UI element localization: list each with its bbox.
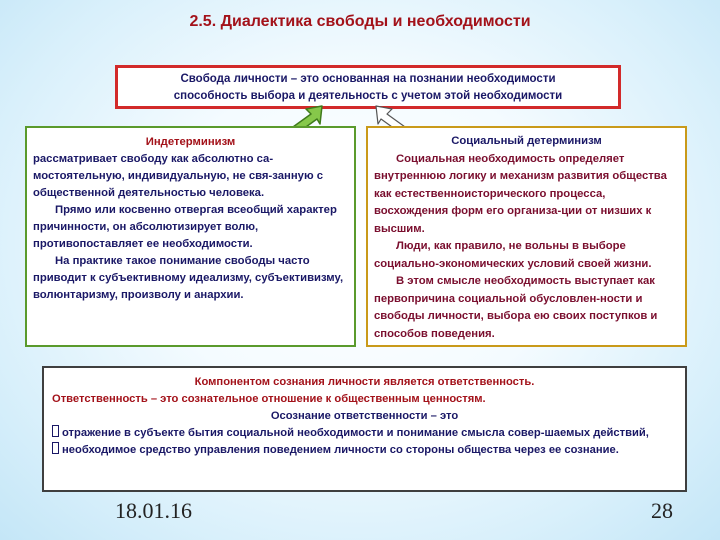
- responsibility-line-1: Компонентом сознания личности является ответственность.: [194, 376, 535, 388]
- definition-box: [115, 65, 621, 109]
- indeterminism-paragraph-2: Прямо или косвенно отвергая всеобщий характер причинности, он абсолютизирует волю, противопоставляет ее необходимости.: [33, 204, 337, 250]
- social-determinism-paragraph-2: Люди, как правило, не вольны в выборе социально-экономических условий своей жизни.: [374, 240, 652, 270]
- responsibility-bullet-1-text: отражение в субъекте бытия социальной необходимости и понимание смысла совер-шаемых действий,: [62, 427, 649, 439]
- slide-page-number: 28: [651, 498, 673, 523]
- indeterminism-box: [25, 126, 356, 347]
- indeterminism-paragraph-1: рассматривает свободу как абсолютно са-мостоятельную, индивидуальную, не свя-занную с общественной деятельностью человека.: [33, 153, 324, 199]
- bullet-icon: [52, 442, 59, 454]
- social-determinism-paragraph-1: Социальная необходимость определяет внутреннюю логику и механизм развития общества как естественноисторического процесса, восхождения форм его организа-ции от низших к высшим.: [374, 152, 667, 235]
- indeterminism-paragraph-3: На практике такое понимание свободы часто приводит к субъективному идеализму, субъективизму, волюнтаризму, произволу и анархии.: [33, 255, 344, 301]
- slide-date: 18.01.16: [115, 498, 192, 523]
- responsibility-bullet-2: [52, 442, 677, 459]
- definition-line-2: способность выбора и деятельность с учетом этой необходимости: [173, 90, 563, 102]
- responsibility-bullet-2-text: необходимое средство управления поведением личности со стороны общества через ее сознание.: [62, 444, 619, 456]
- indeterminism-heading: Индетерминизм: [145, 136, 236, 148]
- bullet-icon: [52, 425, 59, 437]
- social-determinism-paragraph-3: В этом смысле необходимость выступает как первопричина социальной обусловлен-ности и свободы личности, выбора ею своих поступков и способов поведения.: [374, 275, 658, 340]
- social-determinism-box: [366, 126, 687, 347]
- responsibility-bullet-1: [52, 425, 677, 442]
- responsibility-line-2: Ответственность – это сознательное отношение к общественным ценностям.: [52, 393, 486, 405]
- definition-line-1: Свобода личности – это основанная на познании необходимости: [180, 73, 556, 85]
- responsibility-line-3: Осознание ответственности – это: [270, 410, 459, 422]
- social-determinism-heading: Социальный детерминизм: [451, 135, 602, 147]
- responsibility-box: [42, 366, 687, 492]
- slide-title: 2.5. Диалектика свободы и необходимости: [189, 13, 531, 30]
